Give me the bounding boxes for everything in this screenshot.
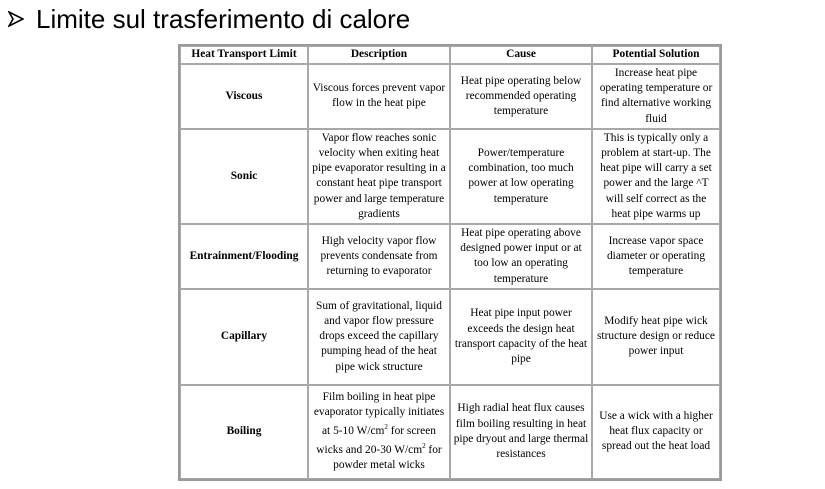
solution-cell: Increase heat pipe operating temperature or find alternative working fluid bbox=[592, 64, 720, 129]
table-row bbox=[180, 289, 720, 385]
table-row bbox=[180, 129, 720, 224]
column-header-limit: Heat Transport Limit bbox=[180, 46, 308, 64]
solution-cell: This is typically only a problem at start-up. The heat pipe will carry a set power and the large ^T will self correct as the heat pipe warms up bbox=[592, 129, 720, 224]
limit-name-cell: Sonic bbox=[180, 129, 308, 224]
superscript: 2 bbox=[422, 442, 426, 451]
superscript: 2 bbox=[384, 423, 388, 432]
description-cell: Vapor flow reaches sonic velocity when exiting heat pipe evaporator resulting in a constant heat pipe transport power and large temperature gradients bbox=[308, 129, 450, 224]
solution-cell: Increase vapor space diameter or operating temperature bbox=[592, 224, 720, 289]
cause-cell: Heat pipe operating above designed power input or at too low an operating temperature bbox=[450, 224, 592, 289]
limit-name-cell: Capillary bbox=[180, 289, 308, 385]
solution-cell: Modify heat pipe wick structure design or reduce power input bbox=[592, 289, 720, 385]
cause-cell: Heat pipe operating below recommended operating temperature bbox=[450, 64, 592, 129]
description-cell bbox=[308, 385, 450, 479]
description-text: Film boiling in heat pipe evaporator typically initiates at 5-10 W/cm bbox=[313, 391, 445, 438]
column-header-solution: Potential Solution bbox=[592, 46, 720, 64]
table-header-row bbox=[180, 46, 720, 64]
limit-name-cell: Boiling bbox=[180, 385, 308, 479]
slide-heading bbox=[8, 2, 410, 36]
description-cell: Viscous forces prevent vapor flow in the heat pipe bbox=[308, 64, 450, 129]
table-row bbox=[180, 224, 720, 289]
description-text: for powder metal wicks bbox=[333, 444, 442, 472]
cause-cell: Power/temperature combination, too much power at low operating temperature bbox=[450, 129, 592, 224]
column-header-cause: Cause bbox=[450, 46, 592, 64]
description-text: for screen wicks and 20-30 W/cm bbox=[316, 425, 436, 457]
cause-cell: Heat pipe input power exceeds the design heat transport capacity of the heat pipe bbox=[450, 289, 592, 385]
description-cell: Sum of gravitational, liquid and vapor flow pressure drops exceed the capillary pumping head of the heat pipe wick structure bbox=[308, 289, 450, 385]
heat-transport-limits-table bbox=[178, 44, 722, 481]
arrow-bullet-icon bbox=[8, 11, 24, 27]
description-cell: High velocity vapor flow prevents condensate from returning to evaporator bbox=[308, 224, 450, 289]
table-row bbox=[180, 385, 720, 479]
column-header-description: Description bbox=[308, 46, 450, 64]
cause-cell: High radial heat flux causes film boiling resulting in heat pipe dryout and large thermal resistances bbox=[450, 385, 592, 479]
limit-name-cell: Entrainment/Flooding bbox=[180, 224, 308, 289]
solution-cell: Use a wick with a higher heat flux capacity or spread out the heat load bbox=[592, 385, 720, 479]
slide-title: Limite sul trasferimento di calore bbox=[36, 3, 411, 34]
table-row bbox=[180, 64, 720, 129]
limit-name-cell: Viscous bbox=[180, 64, 308, 129]
